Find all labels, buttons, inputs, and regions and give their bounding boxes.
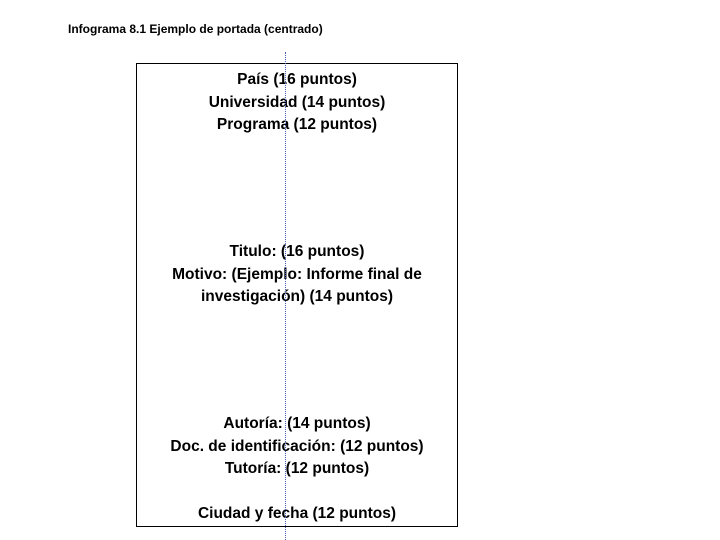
id-document-line: Doc. de identificación: (12 puntos) [170, 437, 424, 455]
country-line: País (16 puntos) [237, 71, 357, 88]
cover-header-block [136, 69, 458, 137]
title-line: Titulo: (16 puntos) [229, 243, 365, 260]
cover-title-block [136, 241, 458, 309]
figure-caption: Infograma 8.1 Ejemplo de portada (centrado) [68, 22, 323, 36]
program-line: Programa (12 puntos) [216, 116, 378, 133]
authorship-line: Autoría: (14 puntos) [223, 415, 371, 432]
cover-footer-block [136, 503, 458, 526]
cover-authorship-block [136, 413, 458, 481]
university-line: Universidad (14 puntos) [208, 93, 386, 111]
motive-line: Motivo: (Ejemplo: Informe final de [172, 265, 422, 283]
motive-line-continued: investigación) (14 puntos) [200, 288, 394, 305]
center-guide-line [285, 52, 286, 540]
city-date-line: Ciudad y fecha (12 puntos) [197, 505, 397, 522]
tutoring-line: Tutoría: (12 puntos) [224, 460, 370, 477]
